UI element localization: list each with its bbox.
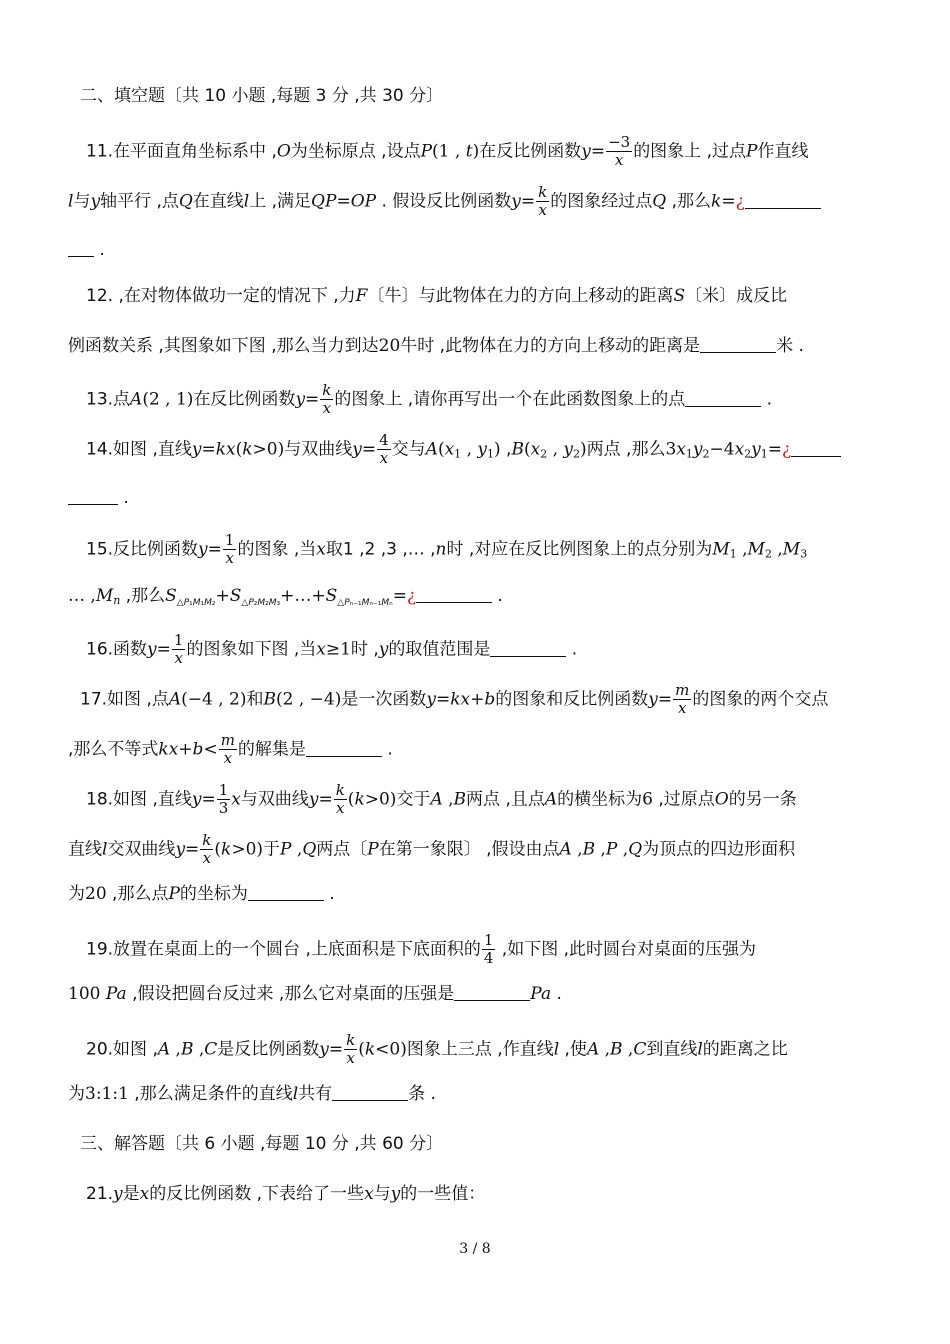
question-11-line-3: .: [68, 238, 105, 262]
question-18-line-3: 为20 ,那么点P的坐标为 .: [68, 884, 335, 904]
question-20-line-1: 20.如图 ,A ,B ,C是反比例函数y= $\frac{k}{x}$ (k<0)图象上三点 ,作直线l ,使A ,B ,C到直线l的距离之比: [86, 1031, 788, 1067]
question-13: 13.点A(2 , 1)在反比例函数y= $\frac{k}{x}$ 的图象上 ,请你再写出一个在此函数图象上的点 .: [86, 381, 773, 417]
question-15-line-2: … ,Mn ,那么$S_{\triangle P_1M_1M_2}+S_{\triangle P_2M_2M_3}+\dots+S_{\triangle P_{n-1}M_{n-1}M_n}=¿$ .: [68, 586, 503, 608]
question-15-line-1: 15.反比例函数y= $\frac{1}{x}$ 的图象 ,当x取1 ,2 ,3 ,… ,n时 ,对应在反比例图象上的点分别为M1 ,M2 ,M3: [86, 531, 808, 567]
question-12-line-1: 12. ,在对物体做功一定的情况下 ,力F〔牛〕与此物体在力的方向上移动的距离S〔米〕成反比: [86, 286, 788, 306]
question-17-line-1: 17.如图 ,点A(−4 , 2)和B(2 , −4)是一次函数y=kx+b的图象和反比例函数y= $\frac{m}{x}$ 的图象的两个交点: [80, 681, 829, 717]
question-20-line-2: 为3:1:1 ,那么满足条件的直线l共有 条 .: [68, 1084, 436, 1104]
question-17-line-2: ,那么不等式kx+b< $\frac{m}{x}$ 的解集是 .: [68, 731, 393, 767]
question-16: 16.函数y= $\frac{1}{x}$ 的图象如下图 ,当x≥1时 ,y的取值范围是 .: [86, 631, 578, 667]
question-19-line-1: 19.放置在桌面上的一个圆台 ,上底面积是下底面积的 $\frac{1}{4}$ ,如下图 ,此时圆台对桌面的压强为: [86, 931, 757, 967]
question-14-line-2: .: [68, 486, 129, 510]
question-19-line-2: 100 Pa ,假设把圆台反过来 ,那么它对桌面的压强是 Pa .: [68, 984, 562, 1004]
question-18-line-2: 直线l交双曲线y= $\frac{k}{x}$ (k>0)于P ,Q两点〔P在第一象限〕 ,假设由点A ,B ,P ,Q为顶点的四边形面积: [68, 831, 796, 867]
section-fill-blank-heading: 二、填空题〔共 10 小题 ,每题 3 分 ,共 30 分〕: [80, 86, 444, 106]
question-11-line-2: l与y轴平行 ,点Q在直线l上 ,满足QP=OP . 假设反比例函数y= $\frac{k}{x}$ 的图象经过点Q ,那么k=¿: [68, 184, 821, 219]
question-21: 21.y是x的反比例函数 ,下表给了一些x与y的一些值：: [86, 1184, 486, 1204]
question-11-line-1: 11.在平面直角坐标系中 ,O为坐标原点 ,设点P(1 , t)在反比例函数y= $\frac{-3}{x}$ 的图象上 ,过点P作直线: [86, 133, 809, 169]
section-answer-heading: 三、解答题〔共 6 小题 ,每题 10 分 ,共 60 分〕: [80, 1134, 444, 1154]
question-12-line-2: 例函数关系 ,其图象如下图 ,那么当力到达20牛时 ,此物体在力的方向上移动的距离是 米 .: [68, 336, 804, 356]
page-number: 3 / 8: [459, 1241, 491, 1257]
question-14-line-1: 14.如图 ,直线y=kx(k>0)与双曲线y= $\frac{4}{x}$ 交与A(x1 , y1) ,B(x2 , y2)两点 ,那么3x1y2−4x2y1=¿: [86, 432, 841, 467]
question-18-line-1: 18.如图 ,直线y= $\frac{1}{3}$ x与双曲线y= $\frac{k}{x}$ (k>0)交于A ,B两点 ,且点A的横坐标为6 ,过原点O的另一条: [86, 781, 797, 817]
